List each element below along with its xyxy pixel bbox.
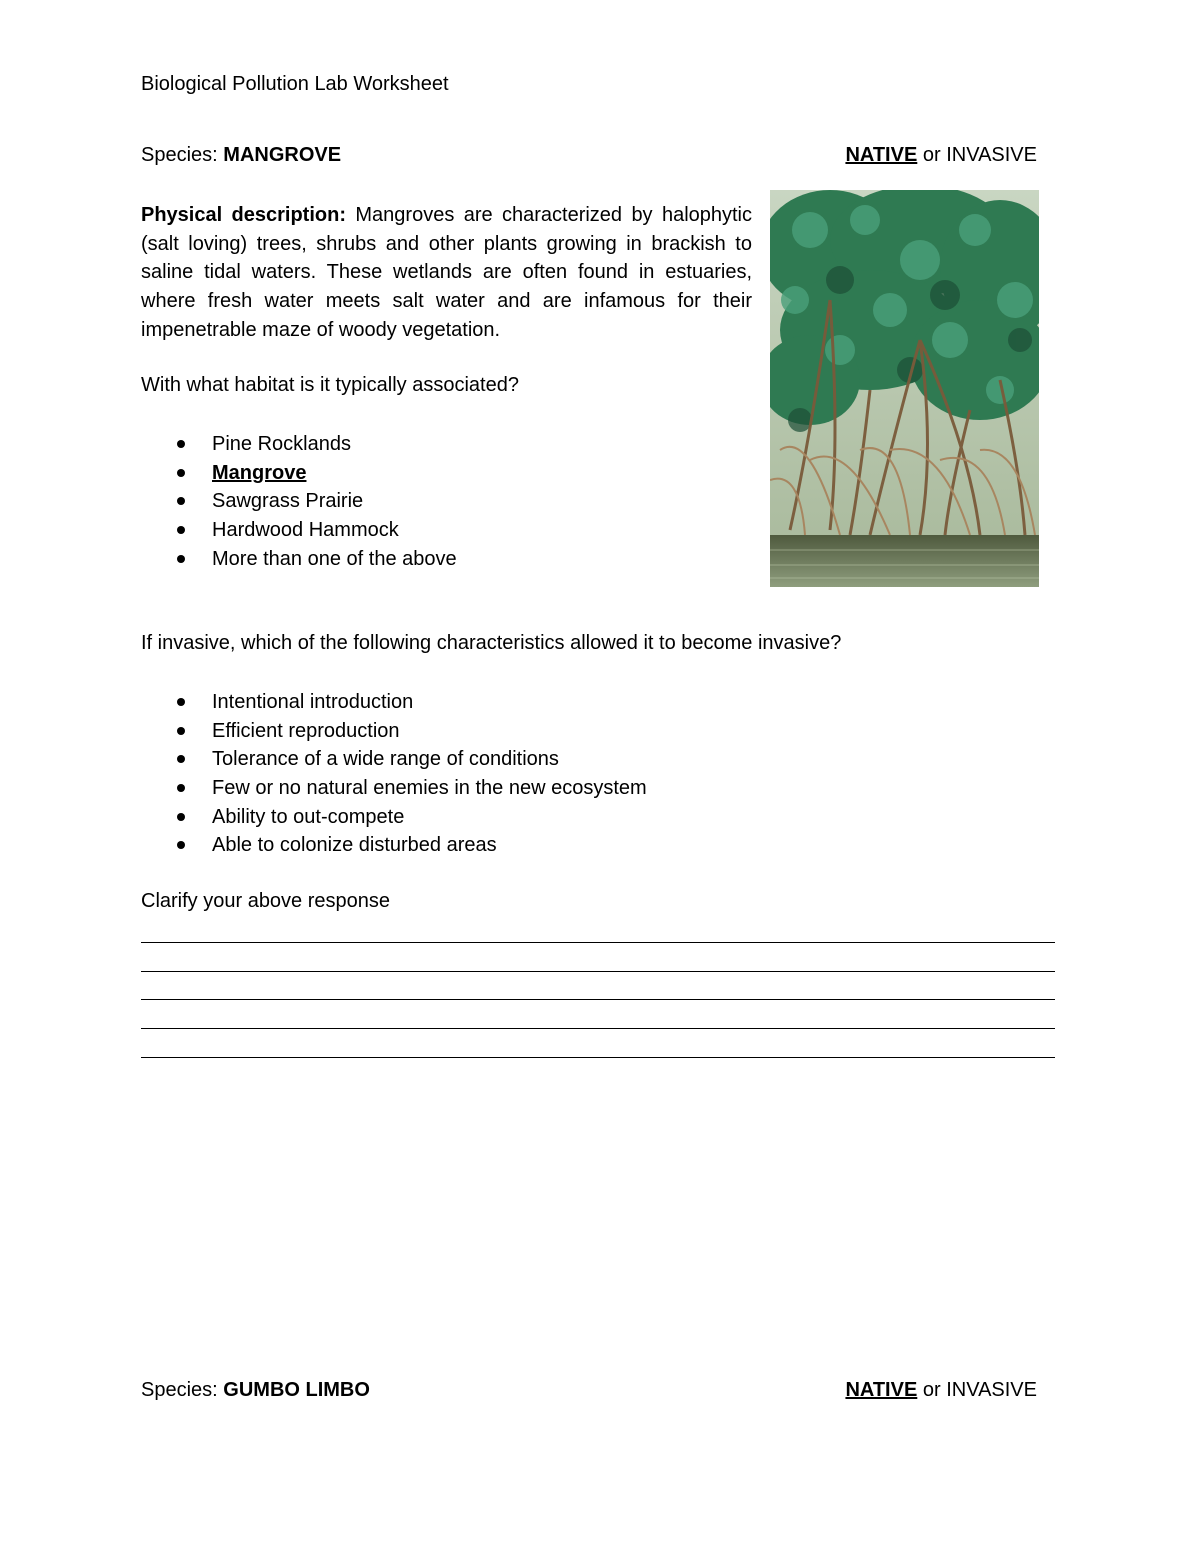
- invasive-option: INVASIVE: [946, 1379, 1037, 1401]
- species-label: Species:: [141, 1379, 218, 1401]
- habitat-option: Hardwood Hammock: [212, 519, 399, 542]
- bullet-icon: [177, 497, 185, 505]
- invasive-option: Efficient reproduction: [212, 719, 400, 742]
- species-name: GUMBO LIMBO: [223, 1379, 370, 1401]
- list-item: [141, 430, 457, 459]
- habitat-options-list: [141, 430, 457, 573]
- habitat-question: With what habitat is it typically associated?: [141, 374, 519, 396]
- list-item: [141, 688, 647, 717]
- bullet-icon: [177, 755, 185, 763]
- list-item: [141, 516, 457, 545]
- bullet-icon: [177, 841, 185, 849]
- document-title: Biological Pollution Lab Worksheet: [141, 73, 449, 95]
- invasive-option: Tolerance of a wide range of conditions: [212, 748, 559, 771]
- habitat-option: Sawgrass Prairie: [212, 490, 364, 513]
- list-item: [141, 745, 647, 774]
- invasive-question: If invasive, which of the following characteristics allowed it to become invasive?: [141, 632, 842, 654]
- description-label: Physical description:: [141, 204, 346, 226]
- physical-description: [141, 201, 752, 345]
- species-label: Species:: [141, 144, 218, 166]
- list-item: [141, 803, 647, 832]
- list-item: [141, 459, 457, 488]
- habitat-option-selected: Mangrove: [212, 461, 307, 484]
- or-word: or: [922, 144, 941, 166]
- species-row-gumbo-limbo: [141, 1379, 1037, 1402]
- answer-line[interactable]: [141, 942, 1055, 943]
- answer-line[interactable]: [141, 1028, 1055, 1029]
- habitat-option: More than one of the above: [212, 547, 457, 570]
- list-item: [141, 545, 457, 574]
- invasive-option: Few or no natural enemies in the new ecosystem: [212, 777, 647, 800]
- bullet-icon: [177, 469, 185, 477]
- clarify-prompt: Clarify your above response: [141, 890, 391, 912]
- species-label-group: [141, 144, 341, 167]
- invasive-option: Intentional introduction: [212, 691, 414, 713]
- species-name: MANGROVE: [223, 144, 342, 166]
- list-item: [141, 717, 647, 746]
- invasive-options-list: [141, 688, 647, 860]
- invasive-option: Ability to out-compete: [212, 805, 405, 828]
- native-or-invasive: [845, 144, 1037, 167]
- bullet-icon: [177, 555, 185, 563]
- bullet-icon: [177, 727, 185, 735]
- species-row-mangrove: [141, 144, 1037, 167]
- answer-line[interactable]: [141, 971, 1055, 972]
- species-label-group: [141, 1379, 370, 1402]
- bullet-icon: [177, 526, 185, 534]
- native-option: NATIVE: [845, 144, 918, 166]
- answer-line[interactable]: [141, 1057, 1055, 1058]
- list-item: [141, 487, 457, 516]
- or-word: or: [922, 1379, 941, 1401]
- invasive-option: INVASIVE: [946, 144, 1037, 166]
- list-item: [141, 774, 647, 803]
- description-text: Mangroves are characterized by halophytic (salt loving) trees, shrubs and other plants growing in brackish to saline tidal waters. These wetlands are often found in estuaries, where fresh water meets salt water and are infamous for their impenetrable maze of woody vegetation.: [141, 204, 753, 341]
- bullet-icon: [177, 440, 185, 448]
- bullet-icon: [177, 784, 185, 792]
- bullet-icon: [177, 698, 185, 706]
- mangrove-photo: [770, 190, 1039, 587]
- native-option: NATIVE: [845, 1379, 918, 1401]
- native-or-invasive: [845, 1379, 1037, 1402]
- bullet-icon: [177, 813, 185, 821]
- answer-line[interactable]: [141, 999, 1055, 1000]
- invasive-option: Able to colonize disturbed areas: [212, 834, 497, 857]
- list-item: [141, 831, 647, 860]
- habitat-option: Pine Rocklands: [212, 433, 351, 455]
